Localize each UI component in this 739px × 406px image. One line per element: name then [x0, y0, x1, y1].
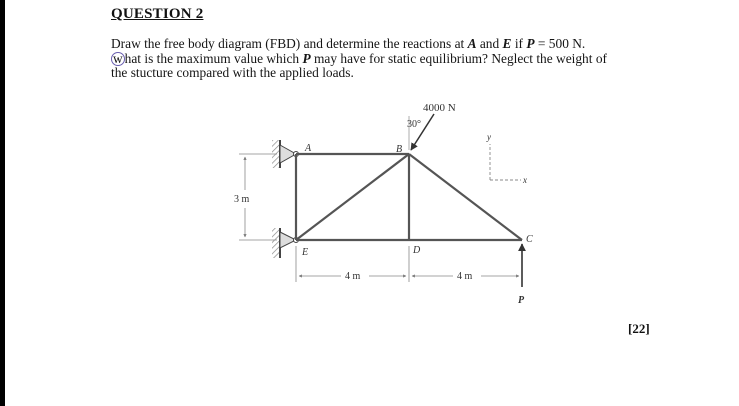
coordinate-axes	[490, 144, 521, 180]
node-label-d: D	[413, 245, 421, 256]
truss-members	[296, 154, 522, 240]
text-segment: if	[511, 36, 527, 51]
var-e: E	[502, 36, 512, 51]
wall-support-e	[272, 228, 299, 258]
angle-label: 30°	[407, 119, 421, 130]
member-bc	[409, 154, 522, 240]
marks-label: [22]	[628, 321, 650, 336]
text-segment: and	[476, 36, 503, 51]
text-segment: Draw the free body diagram (FBD) and determine the reactions at	[111, 36, 468, 51]
load-value: 500 N	[548, 36, 582, 51]
load-p-label: P	[518, 295, 525, 306]
text-segment: .	[581, 36, 586, 51]
text-segment: may have for static equilibrium? Neglect the weight of	[310, 50, 607, 66]
document-page	[5, 0, 739, 406]
span2-dimension-label: 4 m	[457, 271, 473, 282]
span1-dimension-label: 4 m	[345, 271, 361, 282]
var-p: P	[302, 50, 311, 66]
height-dimension-label: 3 m	[234, 194, 250, 205]
node-label-c: C	[526, 234, 533, 245]
truss-figure	[5, 0, 739, 406]
member-eb	[296, 154, 409, 240]
span-dimensions	[296, 246, 519, 282]
circled-letter: w	[113, 50, 123, 66]
var-a: A	[467, 36, 477, 51]
node-label-a: A	[305, 143, 312, 154]
question-heading: QUESTION 2	[111, 6, 204, 22]
node-label-b: B	[396, 144, 403, 155]
axis-x-label: x	[523, 175, 527, 185]
node-label-e: E	[302, 247, 309, 258]
question-line-3: the stucture compared with the applied loads.	[111, 65, 354, 80]
axis-y-label: y	[487, 132, 491, 142]
force-label: 4000 N	[423, 102, 456, 114]
text-segment: =	[534, 36, 549, 51]
var-p: P	[526, 36, 535, 51]
text-segment: hat is the maximum value which	[124, 50, 303, 66]
